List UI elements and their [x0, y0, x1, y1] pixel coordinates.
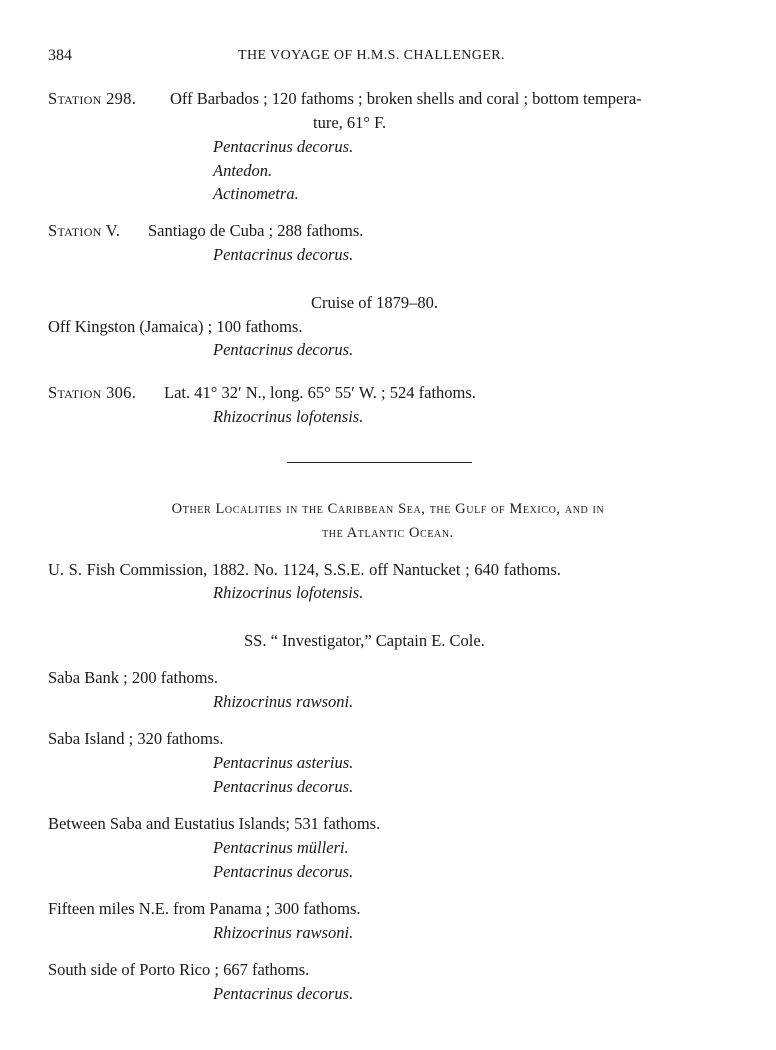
panama-text: Fifteen miles N.E. from Panama ; 300 fathoms. — [48, 899, 361, 918]
species-name: Pentacrinus decorus. — [213, 862, 354, 881]
species-name: Pentacrinus decorus. — [213, 245, 354, 264]
section-divider — [287, 462, 472, 463]
species-name: Rhizocrinus lofotensis. — [213, 407, 364, 426]
species-name: Antedon. — [213, 161, 273, 180]
species-name: Pentacrinus mülleri. — [213, 838, 349, 857]
species-name: Rhizocrinus lofotensis. — [213, 583, 364, 602]
porto-rico-text: South side of Porto Rico ; 667 fathoms. — [48, 960, 310, 979]
kingston-text: Off Kingston (Jamaica) ; 100 fathoms. — [48, 317, 303, 336]
station-306-label: Station 306. — [48, 383, 137, 402]
fish-commission-text: U. S. Fish Commission, 1882. No. 1124, S.S.E. off Nantucket ; 640 fathoms. — [48, 560, 561, 579]
station-298-label: Station 298. — [48, 89, 137, 108]
investigator-subheading: SS. “ Investigator,” Captain E. Cole. — [244, 631, 485, 650]
species-name: Actinometra. — [213, 184, 299, 203]
saba-eustatius-text: Between Saba and Eustatius Islands; 531 fathoms. — [48, 814, 381, 833]
species-name: Rhizocrinus rawsoni. — [213, 692, 354, 711]
species-name: Pentacrinus decorus. — [213, 137, 354, 156]
station-v-label: Station V. — [48, 221, 121, 240]
station-306-text: Lat. 41° 32′ N., long. 65° 55′ W. ; 524 fathoms. — [164, 383, 476, 402]
species-name: Rhizocrinus rawsoni. — [213, 923, 354, 942]
saba-island-text: Saba Island ; 320 fathoms. — [48, 729, 224, 748]
saba-bank-text: Saba Bank ; 200 fathoms. — [48, 668, 219, 687]
station-298-text-line1: Off Barbados ; 120 fathoms ; broken shells and coral ; bottom tempera- — [170, 89, 642, 108]
cruise-subheading: Cruise of 1879–80. — [311, 293, 438, 312]
station-v-text: Santiago de Cuba ; 288 fathoms. — [148, 221, 364, 240]
section-heading-line2: the Atlantic Ocean. — [322, 525, 454, 541]
species-name: Pentacrinus decorus. — [213, 777, 354, 796]
species-name: Pentacrinus decorus. — [213, 984, 354, 1003]
page-number: 384 — [48, 47, 72, 64]
running-title: THE VOYAGE OF H.M.S. CHALLENGER. — [238, 48, 505, 63]
species-name: Pentacrinus decorus. — [213, 340, 354, 359]
species-name: Pentacrinus asterius. — [213, 753, 354, 772]
station-298-text-line2: ture, 61° F. — [313, 113, 387, 132]
section-heading-line1: Other Localities in the Caribbean Sea, the Gulf of Mexico, and in — [171, 501, 605, 517]
